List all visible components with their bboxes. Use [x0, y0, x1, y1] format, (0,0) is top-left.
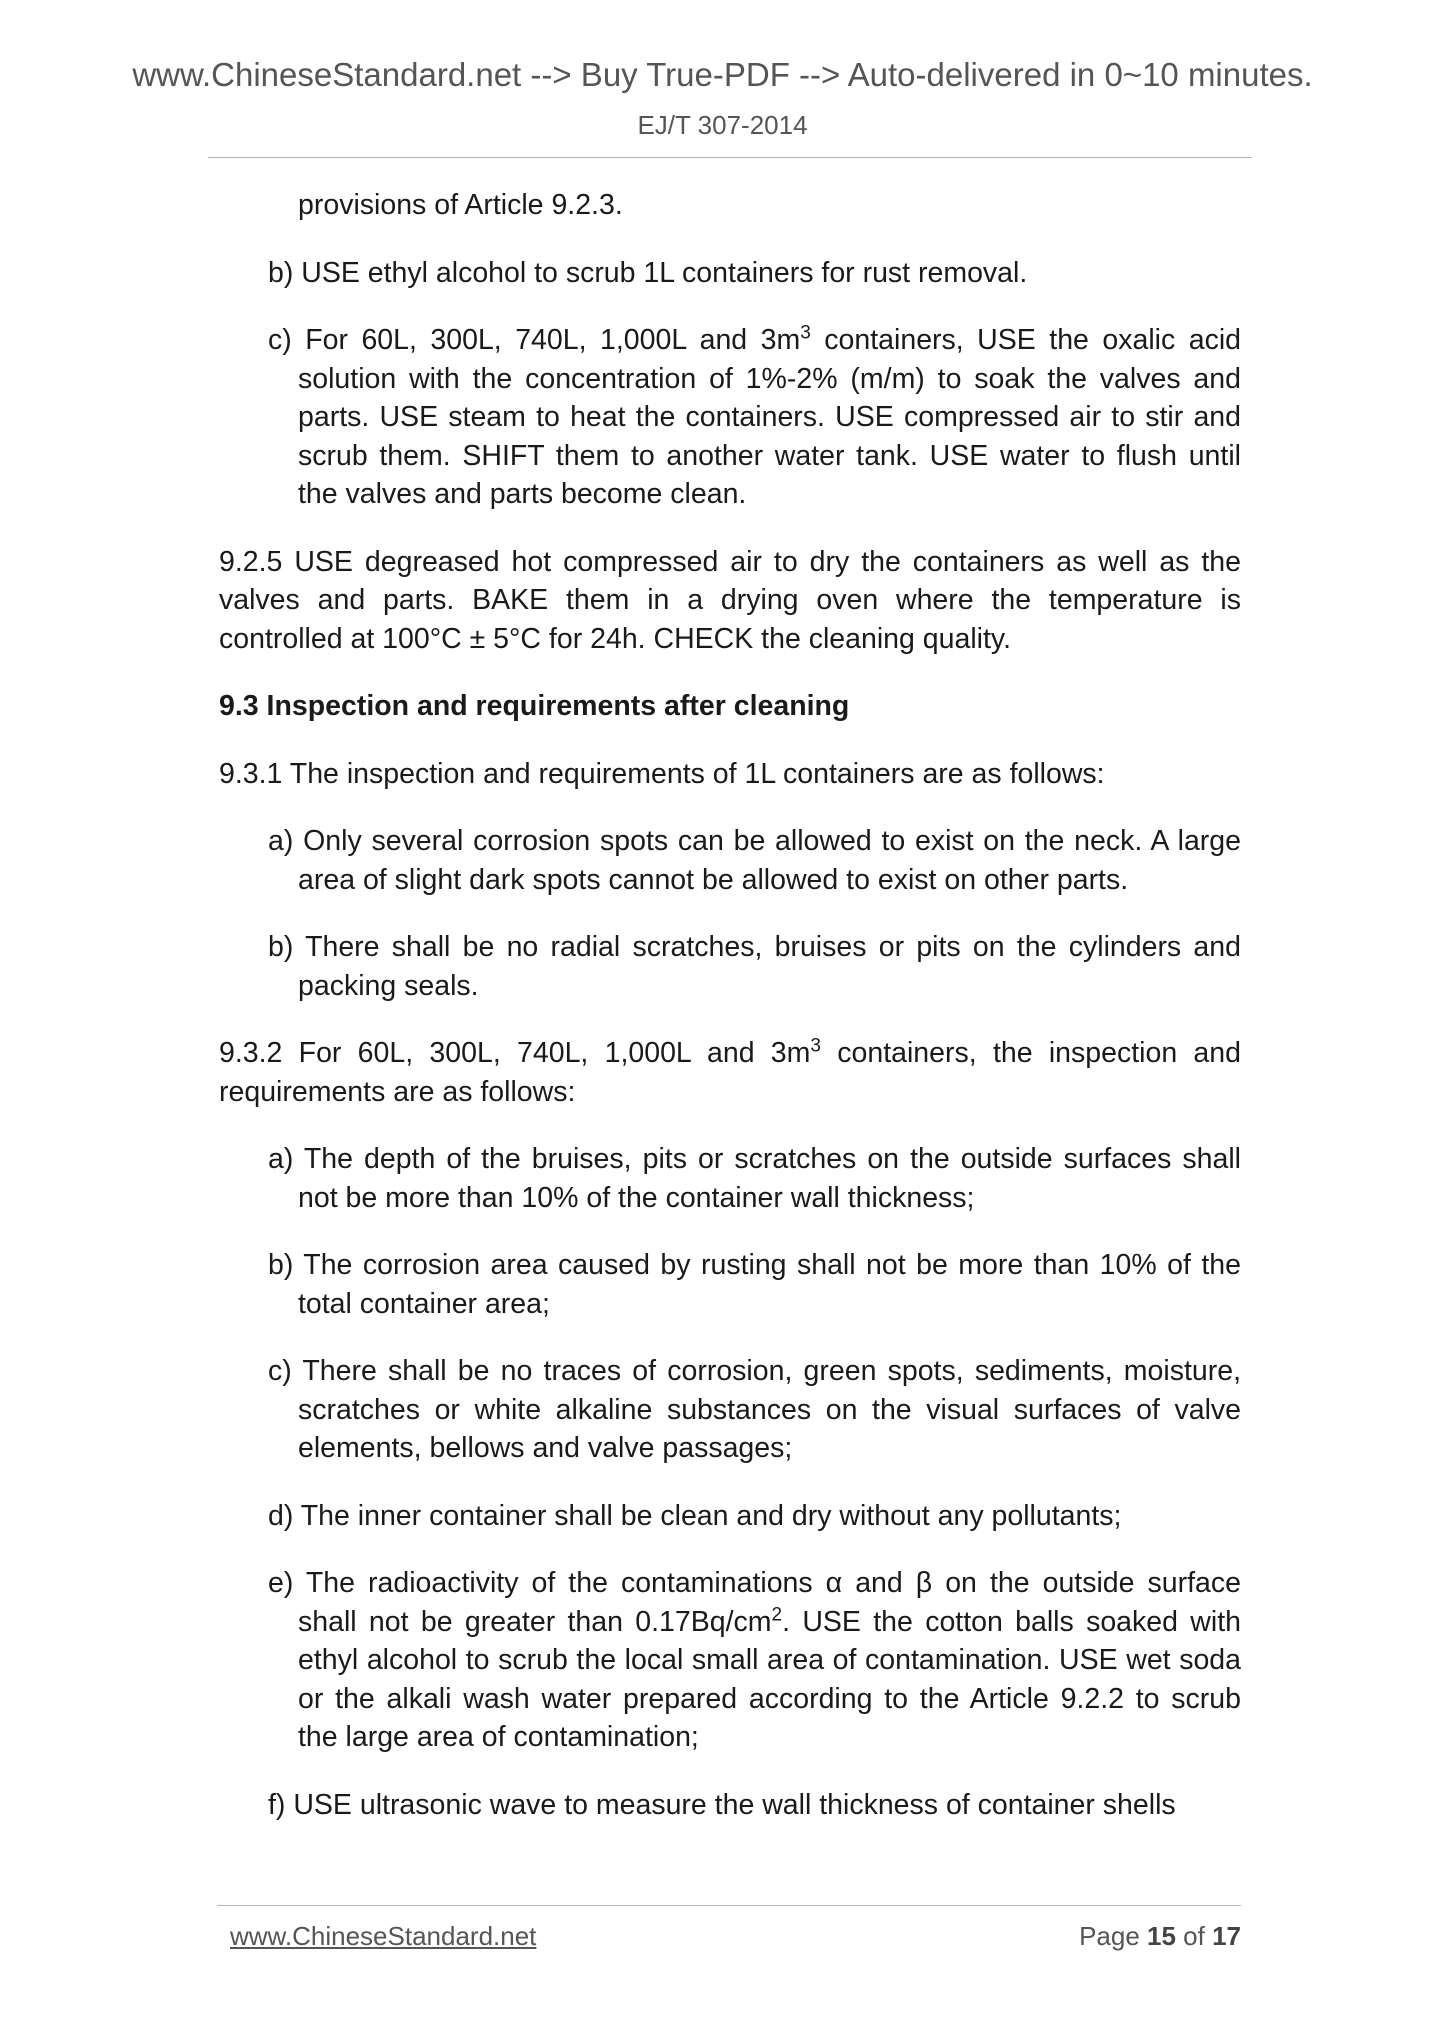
page-prefix: Page: [1079, 1921, 1148, 1951]
total-pages: 17: [1212, 1921, 1241, 1951]
list-item-c-no-traces: c) There shall be no traces of corrosion, green spots, sediments, moisture, scratches or white alkaline substances on the visual surfaces of valve elements, bellows and valve passages;: [268, 1355, 1241, 1464]
superscript: 2: [771, 1604, 783, 1625]
current-page: 15: [1147, 1921, 1176, 1951]
list-item-b-radial-scratches: b) There shall be no radial scratches, bruises or pits on the cylinders and packing seals.: [268, 931, 1241, 1002]
page-of: of: [1175, 1921, 1213, 1951]
list-item-d-inner-container: d) The inner container shall be clean and dry without any pollutants;: [268, 1499, 1122, 1532]
text-run: . USE the cotton balls soaked with ethyl alcohol to scrub the local small area of contamination. USE wet soda or the alkali wash water prepared according to the Article 9.2.2 to scrub the large area of contamination;: [298, 1605, 1241, 1753]
list-item-c-oxalic-acid: [219, 321, 1241, 514]
section-heading-9-3: 9.3 Inspection and requirements after cleaning: [219, 690, 850, 722]
list-item-a-bruise-depth: a) The depth of the bruises, pits or scratches on the outside surfaces shall not be more than 10% of the container wall thickness;: [268, 1143, 1241, 1214]
clause-9-3-2: [219, 1034, 1241, 1111]
footer-divider: [217, 1905, 1241, 1906]
list-item-b-rust-removal: b) USE ethyl alcohol to scrub 1L containers for rust removal.: [268, 256, 1028, 289]
list-item-a-corrosion-spots: a) Only several corrosion spots can be allowed to exist on the neck. A large area of slight dark spots cannot be allowed to exist on other parts.: [268, 825, 1241, 896]
list-item-e-radioactivity: [219, 1564, 1241, 1757]
list-item-f-ultrasonic: f) USE ultrasonic wave to measure the wall thickness of container shells: [268, 1788, 1176, 1821]
text-run: containers, USE the oxalic acid solution with the concentration of 1%-2% (m/m) to soak the valves and parts. USE steam to heat the containers. USE compressed air to stir and scrub them. SHIFT them to another water tank. USE water to flush until the valves and parts become clean.: [298, 324, 1241, 510]
header-divider: [208, 157, 1252, 158]
site-banner: www.ChineseStandard.net --> Buy True-PDF --> Auto-delivered in 0~10 minutes.: [132, 56, 1313, 93]
superscript: 3: [800, 322, 811, 344]
clause-9-2-5: 9.2.5 USE degreased hot compressed air to dry the containers as well as the valves and parts. BAKE them in a drying oven where the temperature is controlled at 100°C ± 5°C for 24h. CHECK the cleaning quality.: [219, 545, 1241, 655]
document-code: EJ/T 307-2014: [637, 110, 808, 140]
list-item-b-corrosion-area: b) The corrosion area caused by rusting shall not be more than 10% of the total container area;: [268, 1249, 1241, 1320]
page-content: [219, 186, 1241, 1853]
paragraph-continuation: provisions of Article 9.2.3.: [298, 189, 623, 221]
footer-website-link[interactable]: www.ChineseStandard.net: [230, 1921, 537, 1951]
clause-9-3-1: 9.3.1 The inspection and requirements of 1L containers are as follows:: [219, 757, 1105, 790]
text-run: c) For 60L, 300L, 740L, 1,000L and 3m: [268, 324, 801, 356]
text-run: 9.3.2 For 60L, 300L, 740L, 1,000L and 3m: [219, 1037, 811, 1069]
text-run: e) The radioactivity of the contaminations α and β on the outside surface shall not be greater than 0.17Bq/cm: [268, 1567, 1241, 1638]
superscript: 3: [810, 1035, 821, 1057]
text-run: containers, the inspection and requirements are as follows:: [219, 1037, 1241, 1108]
page-number: [1079, 1921, 1241, 1952]
